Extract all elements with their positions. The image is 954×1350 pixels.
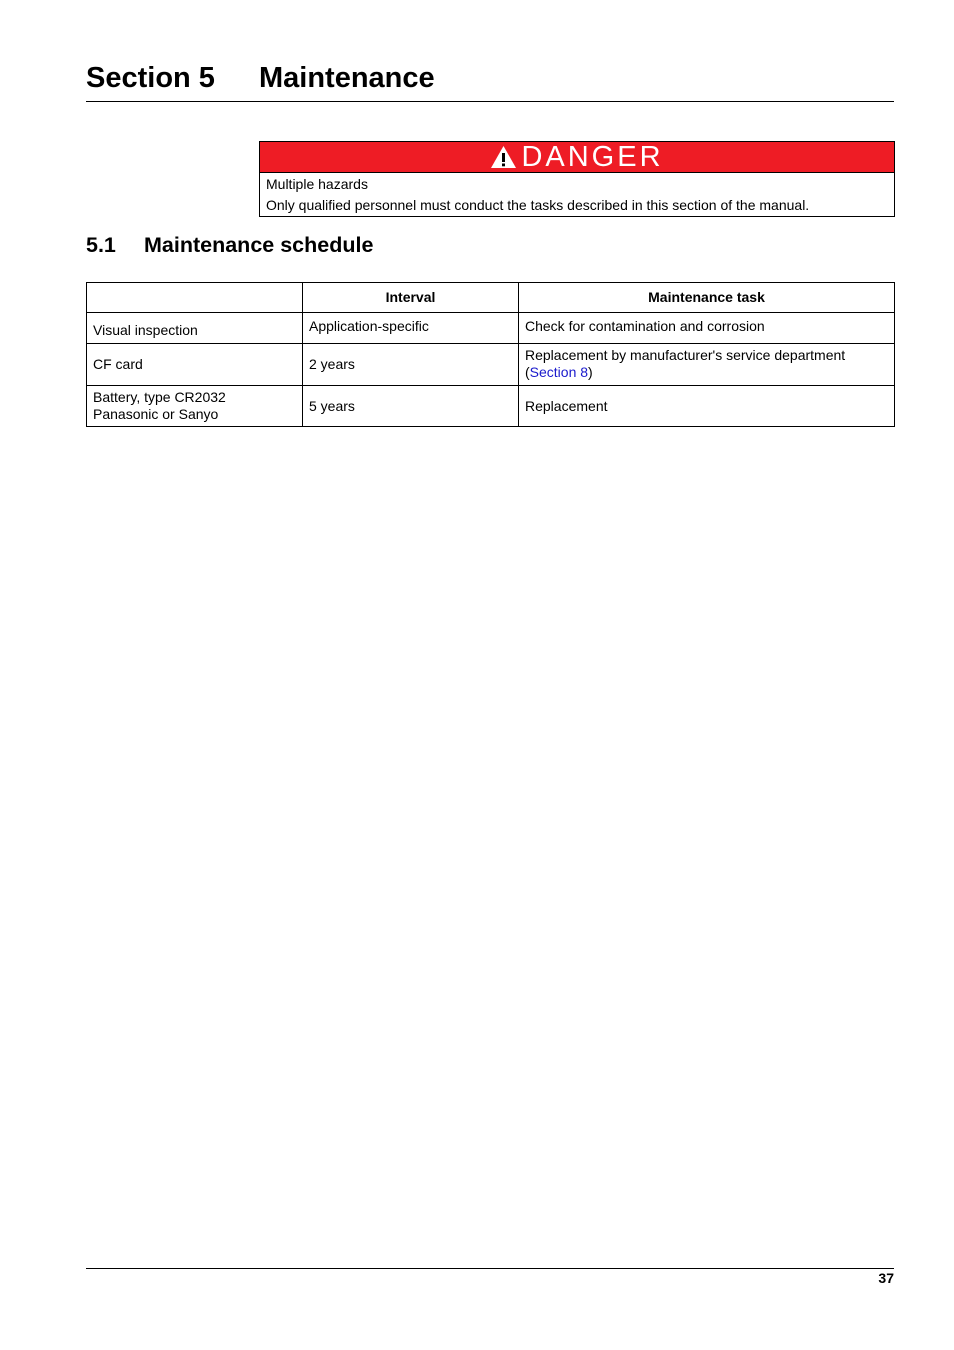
table-cell-interval bbox=[303, 386, 519, 427]
table-cell-interval bbox=[303, 344, 519, 386]
maintenance-schedule-table bbox=[86, 282, 895, 427]
table-cell-interval bbox=[303, 313, 519, 344]
table-header-task: Maintenance task bbox=[519, 283, 895, 313]
danger-hazard-text: Multiple hazards bbox=[266, 176, 368, 192]
section-8-link[interactable]: Section 8 bbox=[529, 364, 589, 380]
cell-text: Visual inspection bbox=[93, 322, 198, 338]
cell-text: Panasonic or Sanyo bbox=[93, 406, 219, 422]
table-row bbox=[87, 313, 895, 344]
table-cell-task bbox=[519, 386, 895, 427]
subsection-title bbox=[86, 230, 373, 260]
subsection-name: Maintenance schedule bbox=[144, 233, 374, 257]
table-cell-task bbox=[519, 313, 895, 344]
table-header-item bbox=[87, 283, 303, 313]
paren-open: ( bbox=[525, 364, 530, 380]
danger-header bbox=[260, 142, 894, 173]
cell-text: 5 years bbox=[309, 397, 355, 414]
danger-label: DANGER bbox=[521, 141, 664, 173]
footer-rule bbox=[86, 1268, 894, 1269]
cell-text: CF card bbox=[93, 356, 143, 372]
table-header-interval: Interval bbox=[303, 283, 519, 313]
subsection-number: 5.1 bbox=[86, 233, 116, 257]
paren-close: ) bbox=[588, 364, 593, 380]
section-title bbox=[86, 58, 894, 102]
cell-text-reference bbox=[525, 364, 888, 381]
table-cell-item bbox=[87, 386, 303, 427]
cell-text: 2 years bbox=[309, 356, 355, 372]
cell-text: Replacement by manufacturer's service department bbox=[525, 347, 846, 363]
section-number: Section 5 bbox=[86, 62, 215, 94]
table-cell-item bbox=[87, 344, 303, 386]
cell-text: Check for contamination and corrosion bbox=[525, 318, 765, 334]
page-number: 37 bbox=[878, 1270, 894, 1286]
table-row bbox=[87, 386, 895, 427]
table-row bbox=[87, 344, 895, 386]
cell-text: Replacement bbox=[525, 397, 608, 414]
warning-triangle-icon bbox=[490, 145, 517, 169]
danger-instruction-text: Only qualified personnel must conduct the tasks described in this section of the manual. bbox=[266, 197, 810, 213]
danger-notice bbox=[259, 141, 895, 217]
cell-text: Battery, type CR2032 bbox=[93, 389, 226, 405]
table-cell-task bbox=[519, 344, 895, 386]
cell-text: Application-specific bbox=[309, 318, 429, 334]
table-cell-item bbox=[87, 313, 303, 344]
table-header-row bbox=[87, 283, 895, 313]
section-name: Maintenance bbox=[259, 62, 435, 94]
